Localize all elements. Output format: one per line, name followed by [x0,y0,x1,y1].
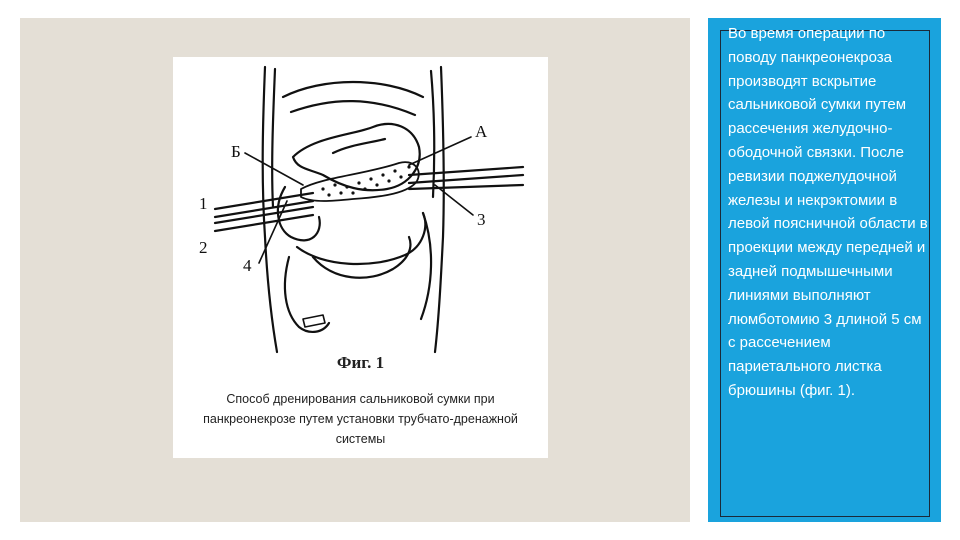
label-1: 1 [199,194,208,213]
rib-arc-1 [283,82,423,97]
body-outline-left-inner [272,69,275,207]
figure-card [173,57,548,458]
body-outline-right [435,67,444,352]
figure-title: Фиг. 1 [336,353,385,372]
colon-ascending [285,257,329,332]
leader-3 [435,185,473,215]
stomach-outline [293,124,420,190]
rib-arc-2 [291,101,415,115]
label-3: 3 [477,210,486,229]
stomach-inner [333,139,385,153]
drain-tube-3c [409,185,523,189]
label-b: Б [231,142,241,161]
leader-a [409,137,471,165]
slide-body-text: Во время операции по поводу панкреонекроза производят вскрытие сальниковой сумки путем рассечения желудочно-ободочной связки. После ревизии поджелудочной железы и некрэктомии в левой поясничной области в проекции между передней и задней подмышечными линиями выполняют люмботомию 3 длиной 5 см с рассечением париетального листка брюшины (фиг. 1). [728,25,928,399]
figure-caption: Способ дренирования сальниковой сумки при панкреонекрозе путем установки трубчато-дренажной системы [203,392,518,446]
lower-tube [303,315,325,327]
drain-tube-3b [409,175,523,183]
label-4: 4 [243,256,252,275]
label-2: 2 [199,238,208,257]
label-a: А [475,122,488,141]
pancreas-outline [301,162,419,201]
body-outline-right-inner [431,71,434,197]
drain-tube-3 [409,167,523,175]
anatomy-diagram [173,57,548,357]
